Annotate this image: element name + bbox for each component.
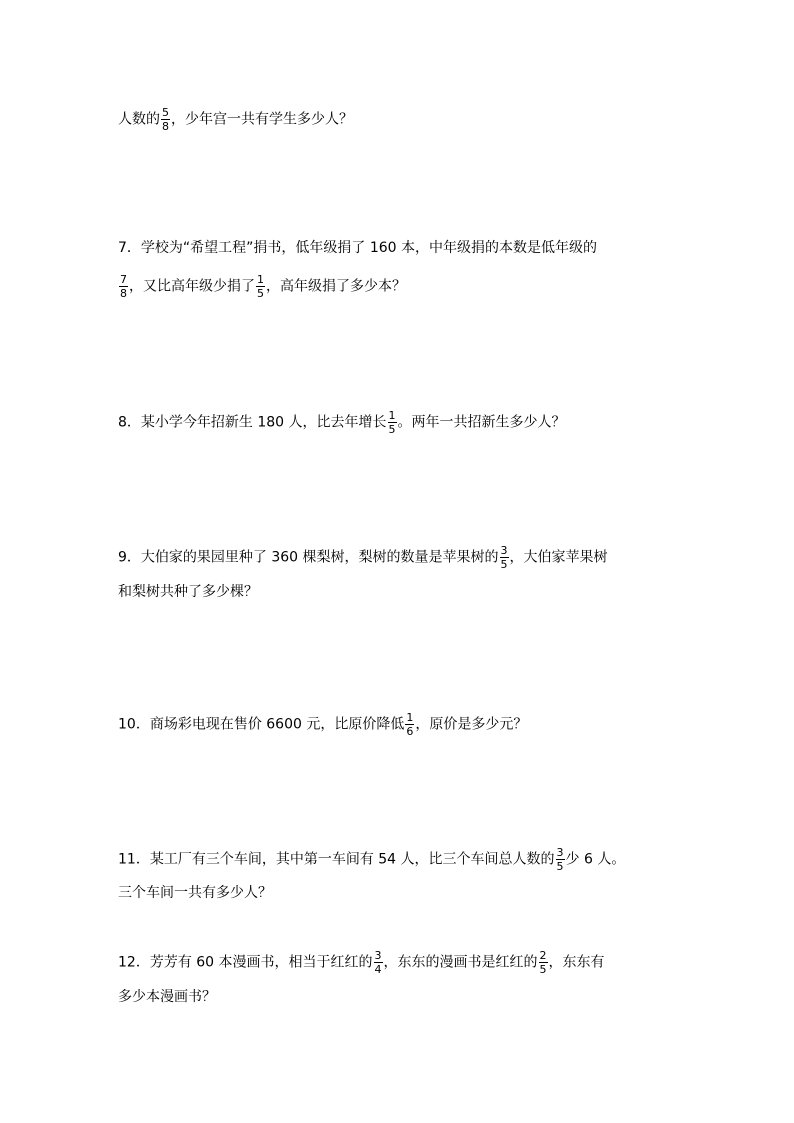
fraction-numerator: 3: [556, 846, 564, 859]
problem-10-line-1: [118, 712, 527, 737]
fraction-numerator: 1: [257, 273, 264, 286]
text: 8．某小学今年招新生 180 人，比去年增长: [118, 414, 387, 431]
fraction-denominator: 6: [406, 725, 414, 738]
fraction-denominator: 8: [120, 287, 127, 300]
fraction: [161, 107, 170, 132]
fraction-numerator: 1: [406, 711, 414, 724]
fraction: [388, 410, 397, 435]
text: ，东东的漫画书是红红的: [383, 954, 538, 971]
fraction-denominator: 4: [374, 963, 382, 976]
text: ，又比高年级少捐了: [129, 278, 255, 295]
fraction: [500, 545, 509, 570]
problem-12-line-2: [118, 987, 216, 1007]
text: 。两年一共招新生多少人？: [397, 414, 566, 431]
problem-11-line-2: [118, 883, 272, 903]
text: ，大伯家苹果树: [509, 549, 608, 566]
problem-6-line-1: [118, 107, 353, 132]
text: 多少本漫画书？: [118, 989, 216, 1005]
fraction-numerator: 5: [162, 106, 169, 119]
problem-9-line-1: [118, 545, 608, 570]
fraction: [256, 274, 265, 299]
fraction-denominator: 8: [162, 120, 169, 133]
text: 三个车间一共有多少人？: [118, 885, 272, 901]
fraction: [374, 950, 383, 975]
problem-7-line-1: [118, 238, 597, 258]
text: 11．某工厂有三个车间，其中第一车间有 54 人，比三个车间总人数的: [118, 851, 555, 868]
fraction-numerator: 2: [539, 949, 547, 962]
fraction-denominator: 5: [539, 963, 547, 976]
text: ，高年级捐了多少本？: [266, 278, 406, 295]
fraction: [556, 847, 565, 872]
fraction-denominator: 5: [556, 860, 564, 873]
text: ，原价是多少元？: [415, 716, 528, 733]
problem-11-line-1: [118, 847, 625, 872]
text: 7．学校为“希望工程”捐书，低年级捐了 160 本，中年级捐的本数是低年级的: [118, 240, 598, 256]
problem-8-line-1: [118, 410, 566, 435]
text: 12．芳芳有 60 本漫画书，相当于红红的: [118, 954, 373, 971]
fraction: [405, 712, 414, 737]
fraction: [119, 274, 128, 299]
fraction-numerator: 3: [374, 949, 382, 962]
text: 和梨树共种了多少棵？: [118, 584, 258, 600]
fraction-denominator: 5: [257, 287, 264, 300]
text: ，少年宫一共有学生多少人？: [171, 111, 353, 128]
text: ，东东有: [548, 954, 605, 971]
fraction-numerator: 1: [388, 409, 396, 422]
text: 少 6 人。: [565, 851, 626, 868]
text: 9．大伯家的果园里种了 360 棵梨树，梨树的数量是苹果树的: [118, 549, 499, 566]
text: 10．商场彩电现在售价 6600 元，比原价降低: [118, 716, 405, 733]
text: 人数的: [118, 111, 160, 128]
fraction: [539, 950, 548, 975]
fraction-numerator: 7: [120, 273, 127, 286]
problem-12-line-1: [118, 950, 605, 975]
problem-9-line-2: [118, 582, 258, 602]
fraction-numerator: 3: [500, 544, 508, 557]
fraction-denominator: 5: [500, 558, 508, 571]
problem-7-line-2: [118, 274, 406, 299]
fraction-denominator: 5: [388, 423, 396, 436]
